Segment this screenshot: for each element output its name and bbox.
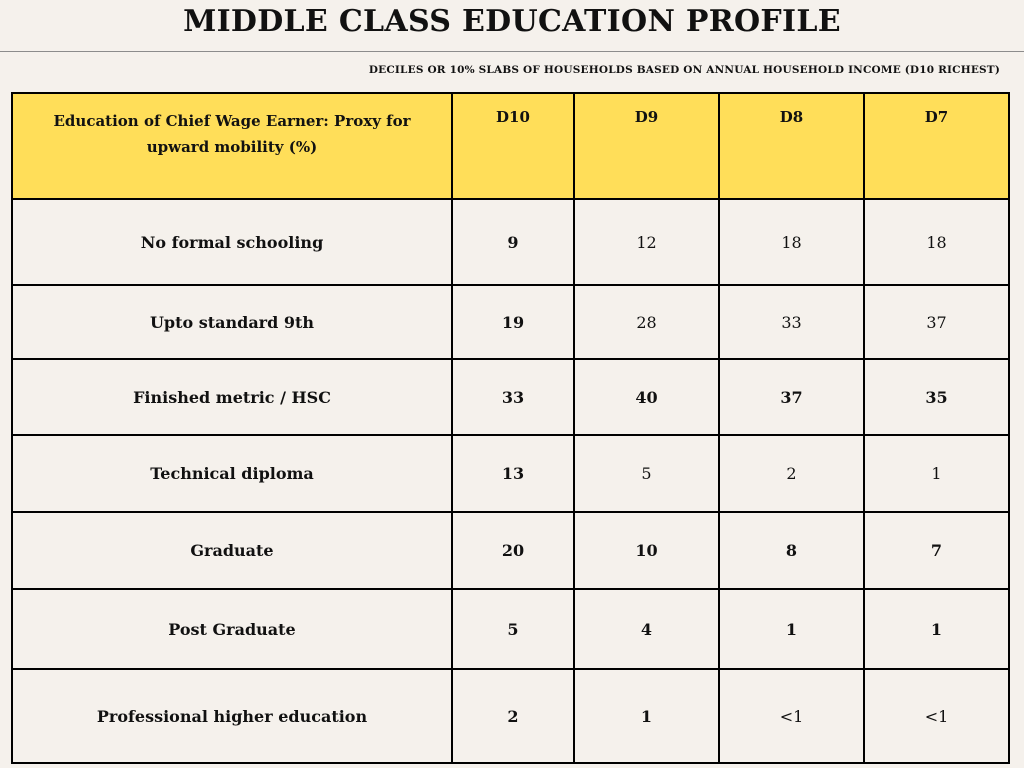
- table-cell: 37: [719, 359, 864, 435]
- table-header-row: [12, 93, 1009, 199]
- table-row: [12, 512, 1009, 589]
- row-label: No formal schooling: [12, 199, 452, 285]
- row-label: Technical diploma: [12, 435, 452, 512]
- table-row: [12, 285, 1009, 359]
- table-cell: 33: [452, 359, 574, 435]
- table-cell: 8: [719, 512, 864, 589]
- row-label: Upto standard 9th: [12, 285, 452, 359]
- table-cell: 18: [864, 199, 1009, 285]
- table-cell: 1: [864, 589, 1009, 669]
- table-cell: 4: [574, 589, 719, 669]
- table-cell: 1: [574, 669, 719, 763]
- table-cell: <1: [864, 669, 1009, 763]
- table-cell: 9: [452, 199, 574, 285]
- table-cell: 2: [719, 435, 864, 512]
- table-cell: 2: [452, 669, 574, 763]
- table-cell: 12: [574, 199, 719, 285]
- column-header-d10: D10: [452, 93, 574, 199]
- table-cell: 20: [452, 512, 574, 589]
- table-row: [12, 589, 1009, 669]
- row-label: Graduate: [12, 512, 452, 589]
- page-title: MIDDLE CLASS EDUCATION PROFILE: [183, 4, 841, 39]
- table-cell: 18: [719, 199, 864, 285]
- table-row: [12, 199, 1009, 285]
- column-header-d9: D9: [574, 93, 719, 199]
- table-cell: 35: [864, 359, 1009, 435]
- table-cell: 1: [864, 435, 1009, 512]
- table-cell: <1: [719, 669, 864, 763]
- table-row: [12, 669, 1009, 763]
- page-subtitle: DECILES OR 10% SLABS OF HOUSEHOLDS BASED ON ANNUAL HOUSEHOLD INCOME (D10 RICHEST): [368, 64, 1000, 76]
- row-label: Post Graduate: [12, 589, 452, 669]
- table-cell: 10: [574, 512, 719, 589]
- row-header-label: Education of Chief Wage Earner: Proxy for upward mobility (%): [12, 93, 452, 199]
- column-header-d7: D7: [864, 93, 1009, 199]
- education-profile-table: [11, 92, 1010, 764]
- table-row: [12, 435, 1009, 512]
- row-label: Finished metric / HSC: [12, 359, 452, 435]
- table-cell: 1: [719, 589, 864, 669]
- column-header-d8: D8: [719, 93, 864, 199]
- table-cell: 28: [574, 285, 719, 359]
- table-cell: 13: [452, 435, 574, 512]
- table-row: [12, 359, 1009, 435]
- table-cell: 7: [864, 512, 1009, 589]
- table-cell: 33: [719, 285, 864, 359]
- table-cell: 19: [452, 285, 574, 359]
- table-cell: 40: [574, 359, 719, 435]
- title-divider: [0, 51, 1024, 52]
- table-cell: 5: [574, 435, 719, 512]
- table-cell: 5: [452, 589, 574, 669]
- row-label: Professional higher education: [12, 669, 452, 763]
- table-cell: 37: [864, 285, 1009, 359]
